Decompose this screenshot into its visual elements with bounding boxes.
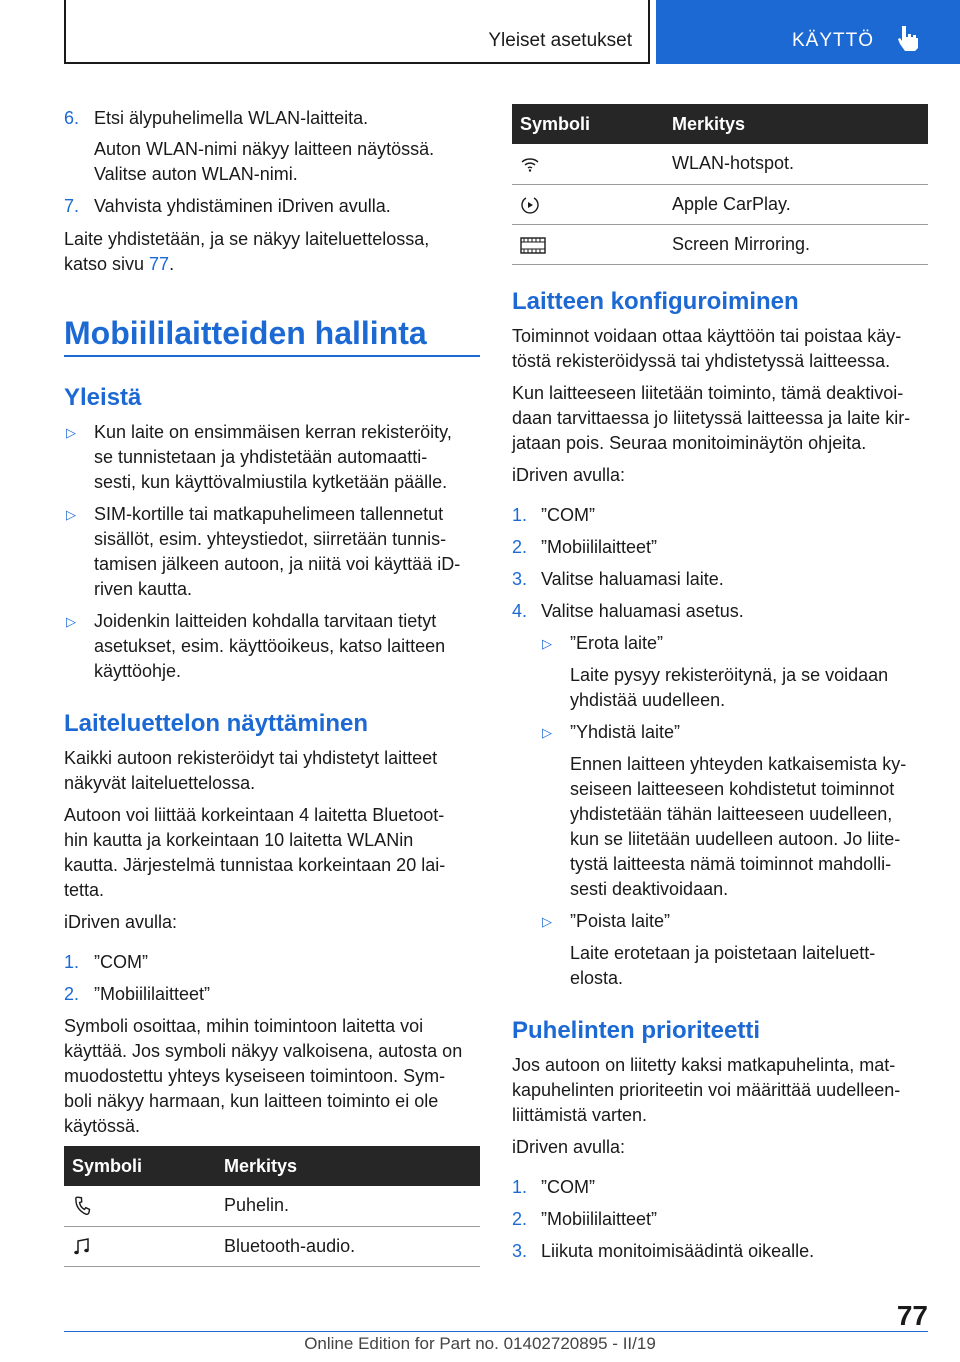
step-number: 1. (512, 1177, 528, 1197)
table-cell: WLAN-hotspot. (664, 144, 928, 184)
bullet-triangle-icon: ▷ (66, 425, 76, 440)
option-title: ”Poista laite” (570, 911, 671, 931)
step-number: 3. (512, 1241, 528, 1261)
menu-step: Valitse haluamasi laite. (541, 569, 724, 589)
paragraph-line: iDriven avulla: (512, 1137, 626, 1157)
footer-text: Online Edition for Part no. 01402720895 - II/19 (304, 1334, 656, 1353)
table-cell: Bluetooth-audio. (216, 1226, 480, 1266)
subsection-heading: Laiteluettelon näyttäminen (64, 710, 369, 737)
wifi-icon (520, 154, 540, 174)
menu-step: ”COM” (94, 952, 148, 972)
bullet-line: SIM-kortille tai matkapuhelimeen tallennetut (94, 504, 444, 524)
table-row (64, 1186, 480, 1226)
option-desc: elosta. (570, 968, 624, 988)
step-number: 2. (512, 1209, 528, 1229)
screen-mirroring-icon (520, 235, 546, 255)
table-row (64, 1226, 480, 1266)
paragraph-line: Autoon voi liittää korkeintaan 4 laitetta Bluetoot- (64, 805, 445, 825)
bullet-line: se tunnistetaan ja yhdistetään automaatti- (94, 447, 428, 467)
header-section-tab (656, 0, 960, 64)
paragraph-line: daan tarvittaessa jo liitetyssä laitteessa ja laite kir- (512, 408, 911, 428)
text: . (169, 254, 175, 274)
step-text: Vahvista yhdistäminen iDriven avulla. (94, 196, 391, 216)
bullet-triangle-icon: ▷ (542, 725, 552, 740)
music-note-icon (72, 1237, 92, 1257)
paragraph-line: käytössä. (64, 1116, 141, 1136)
paragraph-line: tetta. (64, 880, 105, 900)
option-desc: yhdistää uudelleen. (570, 690, 726, 710)
subsection-heading: Laitteen konfiguroiminen (512, 288, 799, 315)
menu-step: ”Mobiililaitteet” (541, 537, 658, 557)
section-title: KÄYTTÖ (792, 30, 875, 51)
paragraph-line: Toiminnot voidaan ottaa käyttöön tai poistaa käy- (512, 326, 902, 346)
pointing-hand-icon (896, 24, 920, 52)
table-row (512, 144, 928, 184)
paragraph-line: käyttää. Jos symboli näkyy valkoisena, autosta on (64, 1041, 463, 1061)
table-header: Symboli (64, 1146, 216, 1186)
heading-rule (64, 355, 480, 357)
bullet-line: Kun laite on ensimmäisen kerran rekisteröity, (94, 422, 452, 442)
step-subtext: Valitse auton WLAN-nimi. (94, 164, 298, 184)
footer-rule (64, 1331, 928, 1332)
option-desc: yhdistetään tähän laitteeseen uudelleen, (570, 804, 893, 824)
option-desc: Laite erotetaan ja poistetaan laiteluett- (570, 943, 876, 963)
option-desc: seiseen laitteeseen kohdistetut toiminnot (570, 779, 895, 799)
table-header: Merkitys (216, 1146, 480, 1186)
step-number: 4. (512, 601, 528, 621)
paragraph-line: Laite yhdistetään, ja se näkyy laiteluettelossa, (64, 229, 430, 249)
step-number: 3. (512, 569, 528, 589)
paragraph-line: liittämistä varten. (512, 1105, 648, 1125)
bullet-line: Joidenkin laitteiden kohdalla tarvitaan tietyt (94, 611, 437, 631)
table-header: Symboli (512, 104, 664, 144)
paragraph-line: näkyvät laiteluettelossa. (64, 773, 256, 793)
menu-step: ”Mobiililaitteet” (94, 984, 211, 1004)
paragraph-line: Kun laitteeseen liitetään toiminto, tämä deaktivoi- (512, 383, 904, 403)
subsection-heading: Yleistä (64, 384, 142, 411)
option-title: ”Erota laite” (570, 633, 664, 653)
step-number: 1. (512, 505, 528, 525)
paragraph-line (64, 252, 174, 277)
bullet-triangle-icon: ▷ (66, 507, 76, 522)
menu-step: Valitse haluamasi asetus. (541, 601, 744, 621)
paragraph-line: kautta. Järjestelmä tunnistaa korkeintaan 20 lai- (64, 855, 446, 875)
paragraph-line: iDriven avulla: (512, 465, 626, 485)
paragraph-line: kapuhelinten prioriteetin voi määrittää uudelleen- (512, 1080, 901, 1100)
option-desc: tystä laitteesta nämä toiminnot mahdolli- (570, 854, 892, 874)
bullet-triangle-icon: ▷ (66, 614, 76, 629)
bullet-line: sesti, kun käyttövalmiustila kytketään päälle. (94, 472, 448, 492)
bullet-line: riven kautta. (94, 579, 193, 599)
bullet-triangle-icon: ▷ (542, 636, 552, 651)
step-number: 2. (64, 984, 80, 1004)
paragraph-line: iDriven avulla: (64, 912, 178, 932)
paragraph-line: boli näkyy harmaan, kun laitteen toiminto ei ole (64, 1091, 439, 1111)
chapter-title: Yleiset asetukset (488, 30, 632, 51)
subsection-heading: Puhelinten prioriteetti (512, 1017, 761, 1044)
step-number: 1. (64, 952, 80, 972)
paragraph-line: töstä rekisteröidyssä tai yhdistetyssä laitteessa. (512, 351, 891, 371)
menu-step: ”COM” (541, 505, 595, 525)
table-header: Merkitys (664, 104, 928, 144)
bullet-line: tamisen jälkeen autoon, ja niitä voi käyttää iD- (94, 554, 461, 574)
step-number: 6. (64, 108, 80, 128)
table-row (512, 224, 928, 264)
text: katso sivu (64, 254, 150, 274)
option-desc: Laite pysyy rekisteröitynä, ja se voidaan (570, 665, 889, 685)
table-row (512, 184, 928, 224)
table-cell: Screen Mirroring. (664, 224, 928, 264)
bullet-line: sisällöt, esim. yhteystiedot, siirretään tunnis- (94, 529, 447, 549)
step-number: 2. (512, 537, 528, 557)
bullet-line: käyttöohje. (94, 661, 182, 681)
menu-step: ”Mobiililaitteet” (541, 1209, 658, 1229)
paragraph-line: jataan pois. Seuraa monitoiminäytön ohjeita. (512, 433, 867, 453)
carplay-icon (520, 195, 540, 215)
paragraph-line: muodostettu yhteys kyseiseen toimintoon. Sym- (64, 1066, 446, 1086)
bullet-line: asetukset, esim. käyttöoikeus, katso laitteen (94, 636, 446, 656)
step-number: 7. (64, 196, 80, 216)
menu-step: Liikuta monitoimisäädintä oikealle. (541, 1241, 815, 1261)
table-cell: Puhelin. (216, 1186, 480, 1226)
paragraph-line: Symboli osoittaa, mihin toimintoon laitetta voi (64, 1016, 424, 1036)
table-cell: Apple CarPlay. (664, 184, 928, 224)
page-link[interactable]: 77 (149, 254, 170, 274)
symbol-table (512, 104, 928, 265)
step-subtext: Auton WLAN-nimi näkyy laitteen näytössä. (94, 139, 435, 159)
symbol-table (64, 1146, 480, 1267)
paragraph-line: Kaikki autoon rekisteröidyt tai yhdistetyt laitteet (64, 748, 438, 768)
paragraph-line: hin kautta ja korkeintaan 10 laitetta WLANin (64, 830, 414, 850)
bullet-triangle-icon: ▷ (542, 914, 552, 929)
option-desc: Ennen laitteen yhteyden katkaisemista ky- (570, 754, 907, 774)
phone-icon (72, 1196, 92, 1216)
page-number: 77 (896, 1300, 928, 1331)
option-desc: kun se liitetään uudelleen autoon. Jo liite- (570, 829, 901, 849)
menu-step: ”COM” (541, 1177, 595, 1197)
option-title: ”Yhdistä laite” (570, 722, 681, 742)
header-chapter-box (64, 0, 650, 64)
paragraph-line: Jos autoon on liitetty kaksi matkapuhelinta, mat- (512, 1055, 896, 1075)
section-heading: Mobiililaitteiden hallinta (64, 315, 427, 351)
option-desc: sesti deaktivoidaan. (570, 879, 729, 899)
step-text: Etsi älypuhelimella WLAN-laitteita. (94, 108, 369, 128)
